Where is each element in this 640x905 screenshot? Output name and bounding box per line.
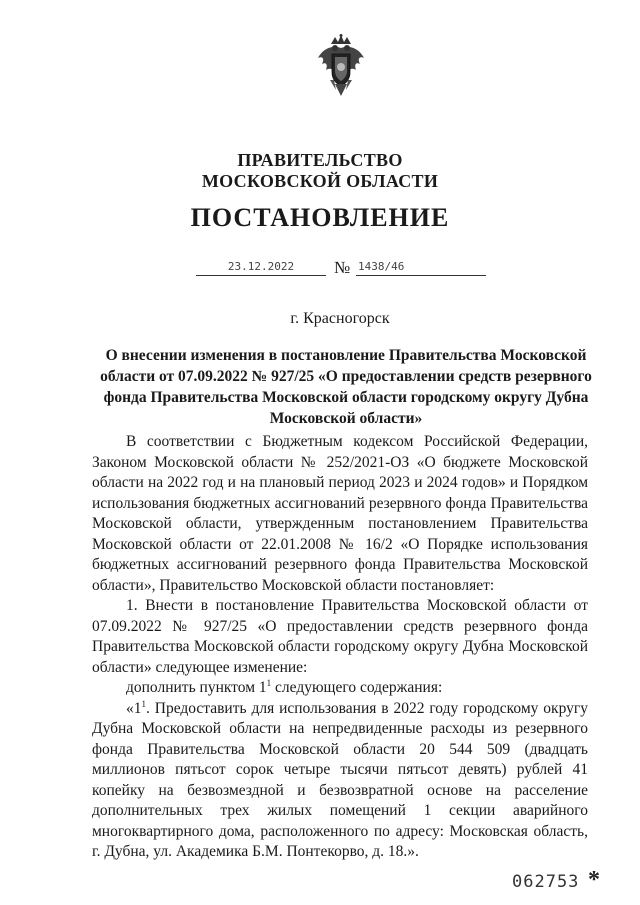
amendment-intro-text: дополнить пунктом 1: [126, 679, 267, 696]
number-sign: №: [334, 258, 351, 277]
serial-number: 062753: [512, 872, 580, 892]
amendment-text-start: «1: [126, 699, 142, 717]
date-underline: [196, 275, 326, 276]
document-body: [92, 432, 588, 863]
superscript: 1: [141, 698, 146, 709]
superscript: 1: [266, 677, 272, 688]
amendment-intro-text-end: следующего содержания:: [271, 679, 443, 696]
paragraph-preamble: В соответствии с Бюджетным кодексом Российской Федерации, Законом Московской области № 252/2021-ОЗ «О бюджете Московской области на 2022 год и на плановый период 2023 и 2024 годов» и Порядком использования бюджетных ассигнований резервного фонда Правительства Московской области, утвержденным постановлением Правительства Московской области от 22.01.2008 № 16/2 «О Порядке использования бюджетных ассигнований резервного фонда Правительства Московской области», Правительство Московской области постановляет:: [92, 433, 588, 594]
document-date: 23.12.2022: [227, 260, 295, 273]
number-underline: [356, 275, 486, 276]
coat-of-arms-icon: [316, 34, 366, 100]
place-of-issue: г. Красногорск: [290, 310, 390, 327]
issuer-line-2: МОСКОВСКОЙ ОБЛАСТИ: [201, 171, 439, 191]
issuer-line-1: ПРАВИТЕЛЬСТВО: [237, 150, 403, 170]
amendment-text: . Предоставить для использования в 2022 году городскому округу Дубна Московской области на непредвиденные расходы из резервного фонда Правительства Московской области 20 544 509 (двадцать миллионов пятьсот сорок четыре тысячи пятьсот девять) рублей 41 копейку на безвозмездной и безвозвратной основе на расселение дополнительных трех жилых помещений 1 секции аварийного многоквартирного дома, расположенного по адресу: Московская область, г. Дубна, ул. Академика Б.М. Понтекорво, д. 18.».: [92, 699, 588, 860]
document-number: 1438/46: [358, 260, 405, 273]
paragraph-amendment-intro: [92, 678, 588, 699]
document-type: ПОСТАНОВЛЕНИЕ: [190, 203, 450, 232]
asterisk-mark: *: [588, 867, 600, 893]
paragraph-amendment-text: [92, 699, 588, 863]
document-title: О внесении изменения в постановление Правительства Московской области от 07.09.2022 № 927/25 «О предоставлении средств резервного фонда Правительства Московской области городскому округу Дубна Московской области»: [100, 347, 592, 427]
paragraph-item-1: 1. Внести в постановление Правительства Московской области от 07.09.2022 № 927/25 «О предоставлении средств резервного фонда Правительства Московской области городскому округу Дубна Московской области» следующее изменение:: [92, 597, 588, 676]
registration-line: [0, 258, 640, 280]
